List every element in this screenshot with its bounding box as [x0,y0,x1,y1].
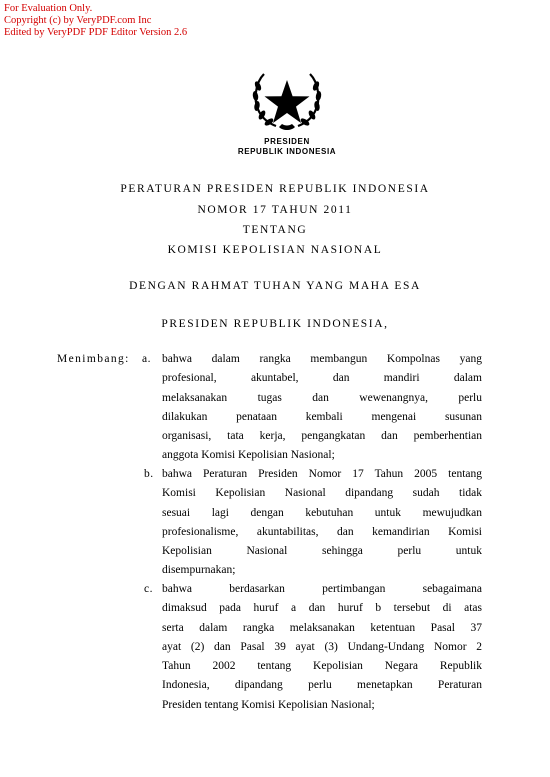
considering-item-c [162,580,482,715]
item-letter-b: b. [144,468,154,480]
item-letter-c: c. [144,583,153,595]
watermark-line-1: For Evaluation Only. [4,3,93,14]
text-line: Indonesia, dipandang perlu menetapkan Peraturan [162,679,482,692]
text-line: anggota Komisi Kepolisian Nasional; [162,449,335,462]
text-line: melaksanakan tugas dan wewenangnya, perlu [162,391,482,404]
text-line: organisasi, tata kerja, pengangkatan dan pemberhentian [162,430,482,443]
regulation-about: TENTANG [242,224,308,236]
text-line: Tahun 2002 tentang Kepolisian Negara Republik [162,660,482,673]
text-line: dilakukan penataan kembali mengenai susunan [162,410,482,423]
preamble: DENGAN RAHMAT TUHAN YANG MAHA ESA [129,280,421,292]
regulation-subject: KOMISI KEPOLISIAN NASIONAL [167,244,383,256]
office-line-1: PRESIDEN [264,137,310,146]
text-line: profesionalisme, akuntabilitas, dan kemandirian Komisi [162,525,482,538]
text-line: sesuai lagi dengan kebutuhan untuk mewujudkan [162,506,482,519]
text-line: disempurnakan; [162,564,236,577]
text-line: Presiden tentang Komisi Kepolisian Nasional; [162,698,375,711]
garuda-emblem-icon [248,66,326,136]
watermark-line-2: Copyright (c) by VeryPDF.com Inc [4,15,152,26]
issuer: PRESIDEN REPUBLIK INDONESIA, [161,318,389,330]
text-line: bahwa dalam rangka membangun Kompolnas yang [162,353,482,365]
text-line: serta dalam rangka melaksanakan ketentuan Pasal 37 [162,621,482,634]
regulation-title: PERATURAN PRESIDEN REPUBLIK INDONESIA [120,183,430,195]
watermark-line-3: Edited by VeryPDF PDF Editor Version 2.6 [4,27,188,38]
regulation-number: NOMOR 17 TAHUN 2011 [197,204,353,216]
text-line: bahwa berdasarkan pertimbangan sebagaimana [162,583,482,595]
text-line: Komisi Kepolisian Nasional dipandang sudah tidak [162,487,482,500]
text-line: ayat (2) dan Pasal 39 ayat (3) Undang-Undang Nomor 2 [162,640,482,653]
considering-item-a [162,350,482,466]
text-line: dimaksud pada huruf a dan huruf b tersebut di atas [162,602,482,615]
text-line: Kepolisian Nasional sehingga perlu untuk [162,545,482,558]
item-letter-a: a. [142,353,151,365]
considering-item-b [162,465,482,581]
text-line: profesional, akuntabel, dan mandiri dalam [162,372,482,385]
office-label [200,137,374,156]
office-line-2: REPUBLIK INDONESIA [237,146,337,156]
evaluation-watermark [4,3,187,39]
considering-label: Menimbang: [57,353,130,365]
text-line: bahwa Peraturan Presiden Nomor 17 Tahun 2005 tentang [162,468,482,480]
